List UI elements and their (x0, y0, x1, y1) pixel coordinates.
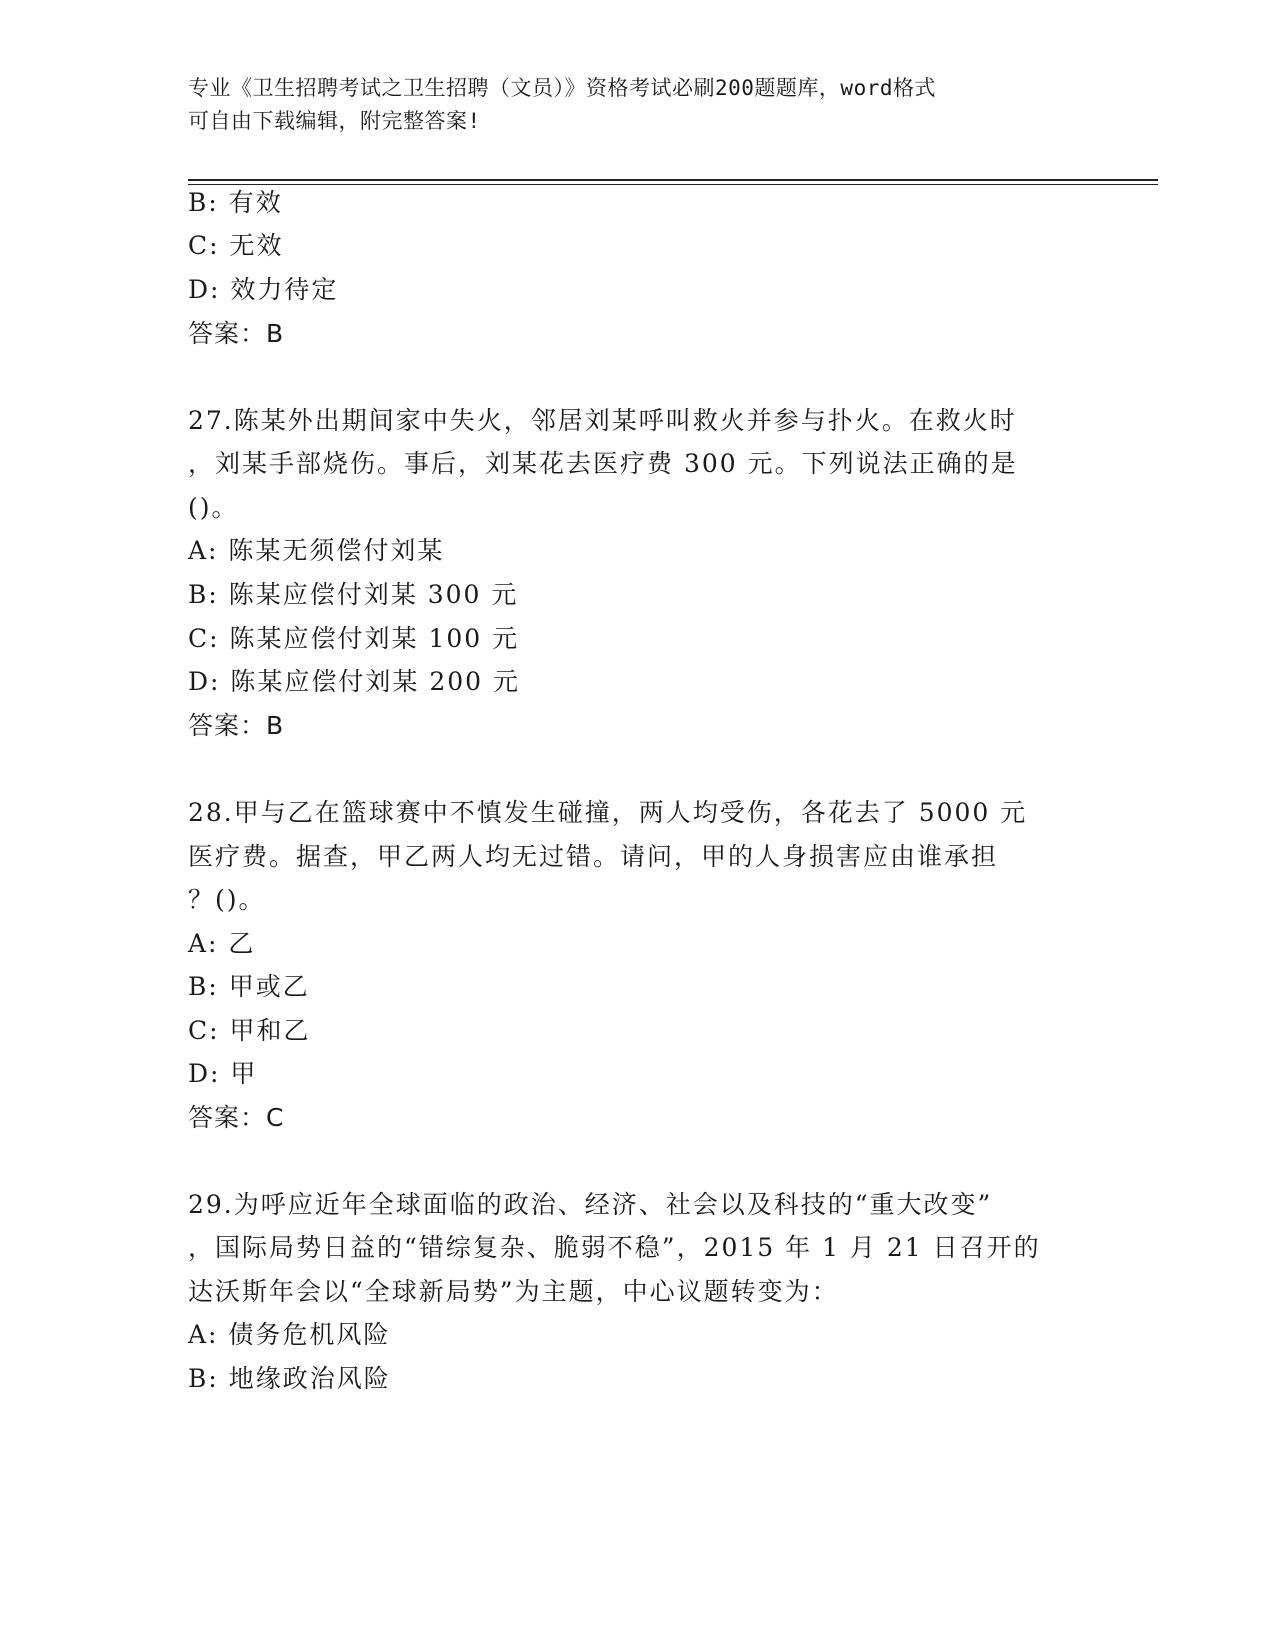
q27-option-c: C: 陈某应偿付刘某 100 元 (188, 624, 520, 653)
q28-option-b: B: 甲或乙 (188, 972, 310, 1001)
q26-option-b: B: 有效 (188, 188, 283, 217)
q27-option-a: A: 陈某无须偿付刘某 (188, 536, 445, 565)
q29-stem-line-1: 29.为呼应近年全球面临的政治、经济、社会以及科技的“重大改变” (188, 1190, 993, 1219)
q28-option-d: D: 甲 (188, 1059, 258, 1088)
q27-stem-line-2: ，刘某手部烧伤。事后，刘某花去医疗费 300 元。下列说法正确的是 (188, 449, 1018, 478)
q29-stem-line-3: 达沃斯年会以“全球新局势”为主题，中心议题转变为： (188, 1277, 839, 1306)
header-title-line-1: 专业《卫生招聘考试之卫生招聘（文员）》资格考试必刷200题题库，word格式 (188, 76, 936, 100)
q28-stem-line-3: ？()。 (188, 885, 266, 914)
q26-option-c: C: 无效 (188, 231, 284, 260)
q28-stem-line-1: 28.甲与乙在篮球赛中不慎发生碰撞，两人均受伤，各花去了 5000 元 (188, 798, 1028, 827)
q27-stem-line-3: ()。 (188, 493, 239, 522)
header-title-line-2: 可自由下载编辑，附完整答案! (188, 109, 481, 133)
q28-answer: 答案：C (188, 1103, 285, 1132)
q29-option-a: A: 债务危机风险 (188, 1320, 391, 1349)
q29-stem-line-2: ，国际局势日益的“错综复杂、脆弱不稳”，2015 年 1 月 21 日召开的 (188, 1233, 1041, 1262)
q27-stem-line-1: 27.陈某外出期间家中失火，邻居刘某呼叫救火并参与扑火。在救火时 (188, 406, 1017, 435)
q27-option-b: B: 陈某应偿付刘某 300 元 (188, 580, 519, 609)
q28-option-a: A: 乙 (188, 929, 256, 958)
q26-answer: 答案：B (188, 319, 285, 348)
q28-option-c: C: 甲和乙 (188, 1016, 311, 1045)
q26-option-d: D: 效力待定 (188, 275, 339, 304)
q27-answer: 答案：B (188, 711, 285, 740)
q29-option-b: B: 地缘政治风险 (188, 1364, 391, 1393)
q27-option-d: D: 陈某应偿付刘某 200 元 (188, 667, 521, 696)
document-header (188, 72, 1088, 138)
header-divider-thin (188, 184, 1158, 185)
q28-stem-line-2: 医疗费。据查，甲乙两人均无过错。请问，甲的人身损害应由谁承担 (188, 842, 999, 871)
header-divider-thick (188, 179, 1158, 181)
